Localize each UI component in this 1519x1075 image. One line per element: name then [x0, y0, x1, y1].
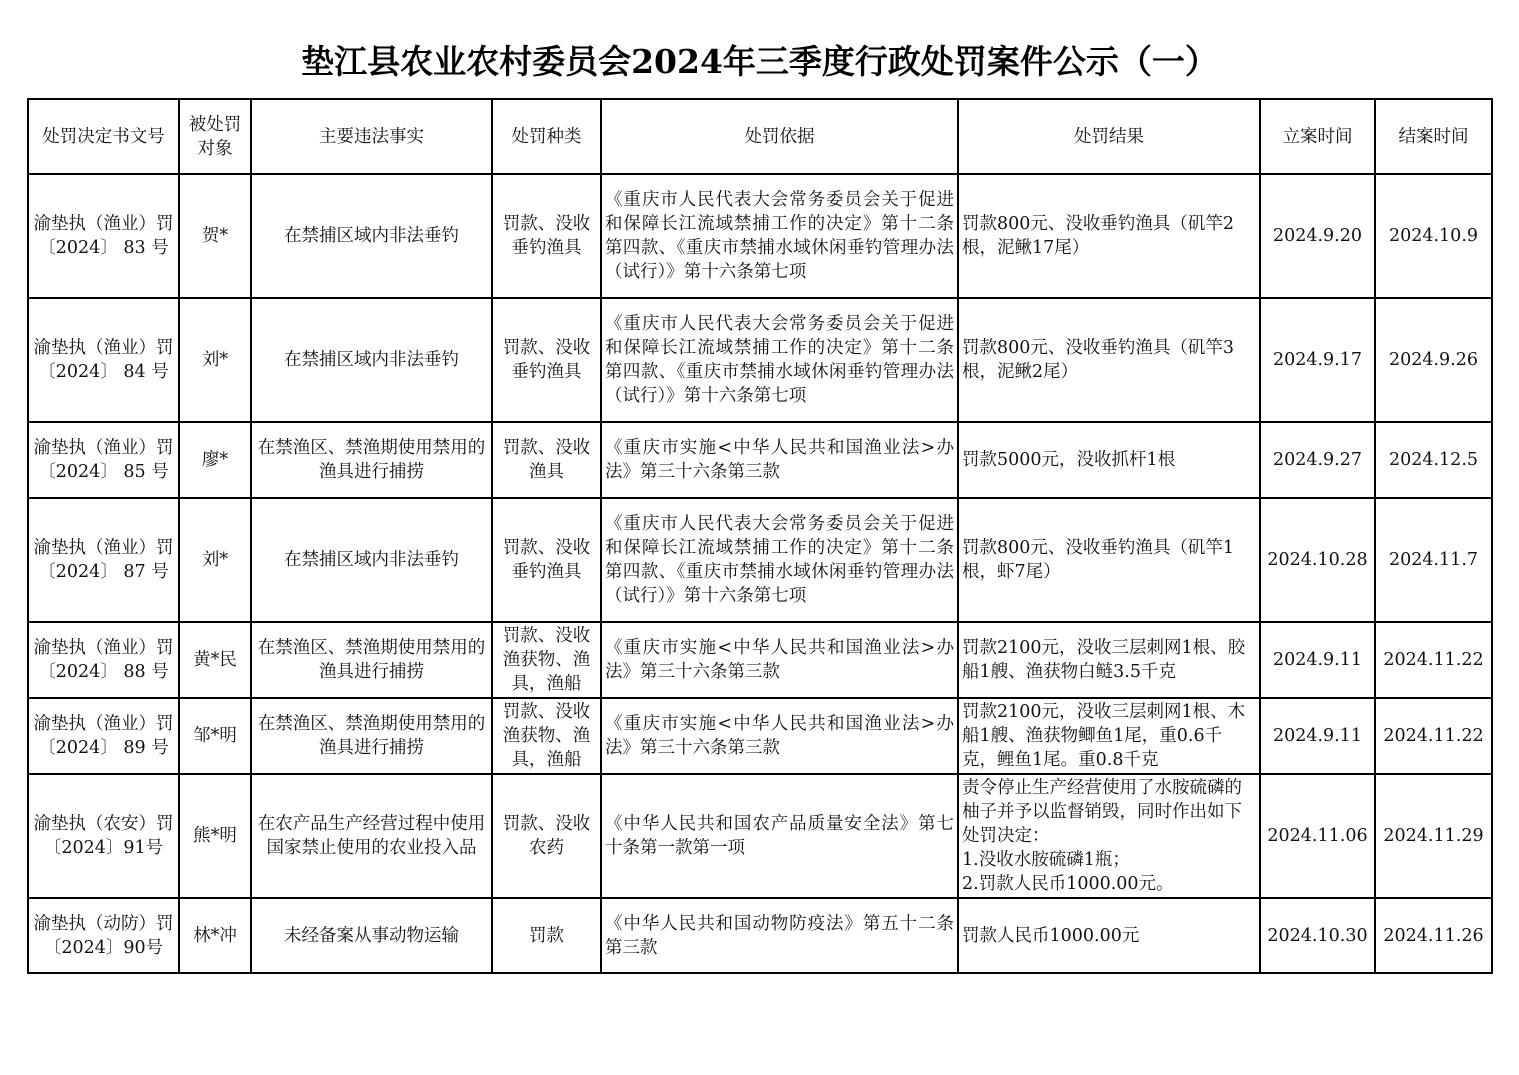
basis-cell: 《中华人民共和国动物防疫法》第五十二条第三款 [601, 898, 958, 973]
closed-date-cell: 2024.11.7 [1375, 498, 1492, 622]
penalty-type-cell: 罚款 [492, 898, 601, 973]
fact-cell: 在禁渔区、禁渔期使用禁用的渔具进行捕捞 [251, 698, 492, 774]
subject-cell: 邹*明 [179, 698, 251, 774]
table-row [28, 174, 1492, 298]
closed-date-cell: 2024.11.26 [1375, 898, 1492, 973]
table-row [28, 698, 1492, 774]
column-header-closed: 结案时间 [1375, 99, 1492, 174]
filed-date-cell: 2024.9.27 [1260, 422, 1375, 498]
column-header-type: 处罚种类 [492, 99, 601, 174]
basis-cell: 《重庆市人民代表大会常务委员会关于促进和保障长江流域禁捕工作的决定》第十二条第四款、《重庆市禁捕水域休闲垂钓管理办法（试行）》第十六条第七项 [601, 174, 958, 298]
table-row [28, 774, 1492, 898]
basis-cell: 《重庆市实施<中华人民共和国渔业法>办法》第三十六条第三款 [601, 422, 958, 498]
penalty-type-cell: 罚款、没收垂钓渔具 [492, 298, 601, 422]
penalty-type-cell: 罚款、没收垂钓渔具 [492, 498, 601, 622]
subject-cell: 廖* [179, 422, 251, 498]
penalty-type-cell: 罚款、没收农药 [492, 774, 601, 898]
column-header-fact: 主要违法事实 [251, 99, 492, 174]
fact-cell: 在禁捕区域内非法垂钓 [251, 498, 492, 622]
basis-cell: 《重庆市实施<中华人民共和国渔业法>办法》第三十六条第三款 [601, 698, 958, 774]
column-header-doc-no: 处罚决定书文号 [28, 99, 179, 174]
table-row [28, 298, 1492, 422]
fact-cell: 在禁捕区域内非法垂钓 [251, 174, 492, 298]
penalty-type-cell: 罚款、没收渔获物、渔具，渔船 [492, 622, 601, 698]
doc-number-cell: 渝垫执（渔业）罚〔2024〕 89 号 [28, 698, 179, 774]
basis-cell: 《重庆市人民代表大会常务委员会关于促进和保障长江流域禁捕工作的决定》第十二条第四款、《重庆市禁捕水域休闲垂钓管理办法（试行）》第十六条第七项 [601, 498, 958, 622]
closed-date-cell: 2024.11.22 [1375, 622, 1492, 698]
doc-number-cell: 渝垫执（渔业）罚〔2024〕 88 号 [28, 622, 179, 698]
penalty-type-cell: 罚款、没收垂钓渔具 [492, 174, 601, 298]
closed-date-cell: 2024.10.9 [1375, 174, 1492, 298]
filed-date-cell: 2024.9.17 [1260, 298, 1375, 422]
subject-cell: 刘* [179, 298, 251, 422]
result-cell: 罚款2100元，没收三层刺网1根、木船1艘、渔获物鲫鱼1尾，重0.6千克，鲤鱼1尾。重0.8千克 [958, 698, 1260, 774]
doc-number-cell: 渝垫执（渔业）罚〔2024〕 84 号 [28, 298, 179, 422]
doc-number-cell: 渝垫执（动防）罚〔2024〕90号 [28, 898, 179, 973]
fact-cell: 在农产品生产经营过程中使用国家禁止使用的农业投入品 [251, 774, 492, 898]
basis-cell: 《中华人民共和国农产品质量安全法》第七十条第一款第一项 [601, 774, 958, 898]
result-cell: 罚款800元、没收垂钓渔具（矶竿2根，泥鳅17尾） [958, 174, 1260, 298]
result-cell: 罚款5000元，没收抓杆1根 [958, 422, 1260, 498]
subject-cell: 林*冲 [179, 898, 251, 973]
filed-date-cell: 2024.10.28 [1260, 498, 1375, 622]
basis-cell: 《重庆市人民代表大会常务委员会关于促进和保障长江流域禁捕工作的决定》第十二条第四款、《重庆市禁捕水域休闲垂钓管理办法（试行）》第十六条第七项 [601, 298, 958, 422]
table-row [28, 898, 1492, 973]
filed-date-cell: 2024.11.06 [1260, 774, 1375, 898]
result-cell: 责令停止生产经营使用了水胺硫磷的柚子并予以监督销毁，同时作出如下处罚决定： 1.没收水胺硫磷1瓶； 2.罚款人民币1000.00元。 [958, 774, 1260, 898]
subject-cell: 贺* [179, 174, 251, 298]
basis-cell: 《重庆市实施<中华人民共和国渔业法>办法》第三十六条第三款 [601, 622, 958, 698]
filed-date-cell: 2024.10.30 [1260, 898, 1375, 973]
result-cell: 罚款2100元，没收三层刺网1根、胶船1艘、渔获物白鲢3.5千克 [958, 622, 1260, 698]
result-cell: 罚款800元、没收垂钓渔具（矶竿1根，虾7尾） [958, 498, 1260, 622]
penalty-type-cell: 罚款、没收渔具 [492, 422, 601, 498]
table-row [28, 622, 1492, 698]
doc-number-cell: 渝垫执（渔业）罚〔2024〕 83 号 [28, 174, 179, 298]
subject-cell: 黄*民 [179, 622, 251, 698]
column-header-basis: 处罚依据 [601, 99, 958, 174]
table-row [28, 498, 1492, 622]
fact-cell: 在禁捕区域内非法垂钓 [251, 298, 492, 422]
subject-cell: 刘* [179, 498, 251, 622]
doc-number-cell: 渝垫执（渔业）罚〔2024〕 87 号 [28, 498, 179, 622]
table-row [28, 422, 1492, 498]
penalty-table [27, 98, 1493, 974]
closed-date-cell: 2024.12.5 [1375, 422, 1492, 498]
doc-number-cell: 渝垫执（农安）罚〔2024〕91号 [28, 774, 179, 898]
fact-cell: 未经备案从事动物运输 [251, 898, 492, 973]
column-header-filed: 立案时间 [1260, 99, 1375, 174]
fact-cell: 在禁渔区、禁渔期使用禁用的渔具进行捕捞 [251, 422, 492, 498]
result-cell: 罚款人民币1000.00元 [958, 898, 1260, 973]
penalty-type-cell: 罚款、没收渔获物、渔具，渔船 [492, 698, 601, 774]
filed-date-cell: 2024.9.11 [1260, 622, 1375, 698]
table-header-row [28, 99, 1492, 174]
closed-date-cell: 2024.11.22 [1375, 698, 1492, 774]
closed-date-cell: 2024.9.26 [1375, 298, 1492, 422]
subject-cell: 熊*明 [179, 774, 251, 898]
page-title: 垫江县农业农村委员会2024年三季度行政处罚案件公示（一） [301, 42, 1218, 81]
closed-date-cell: 2024.11.29 [1375, 774, 1492, 898]
result-cell: 罚款800元、没收垂钓渔具（矶竿3根，泥鳅2尾） [958, 298, 1260, 422]
filed-date-cell: 2024.9.20 [1260, 174, 1375, 298]
filed-date-cell: 2024.9.11 [1260, 698, 1375, 774]
doc-number-cell: 渝垫执（渔业）罚〔2024〕 85 号 [28, 422, 179, 498]
column-header-result: 处罚结果 [958, 99, 1260, 174]
fact-cell: 在禁渔区、禁渔期使用禁用的渔具进行捕捞 [251, 622, 492, 698]
column-header-subject: 被处罚对象 [179, 99, 251, 174]
